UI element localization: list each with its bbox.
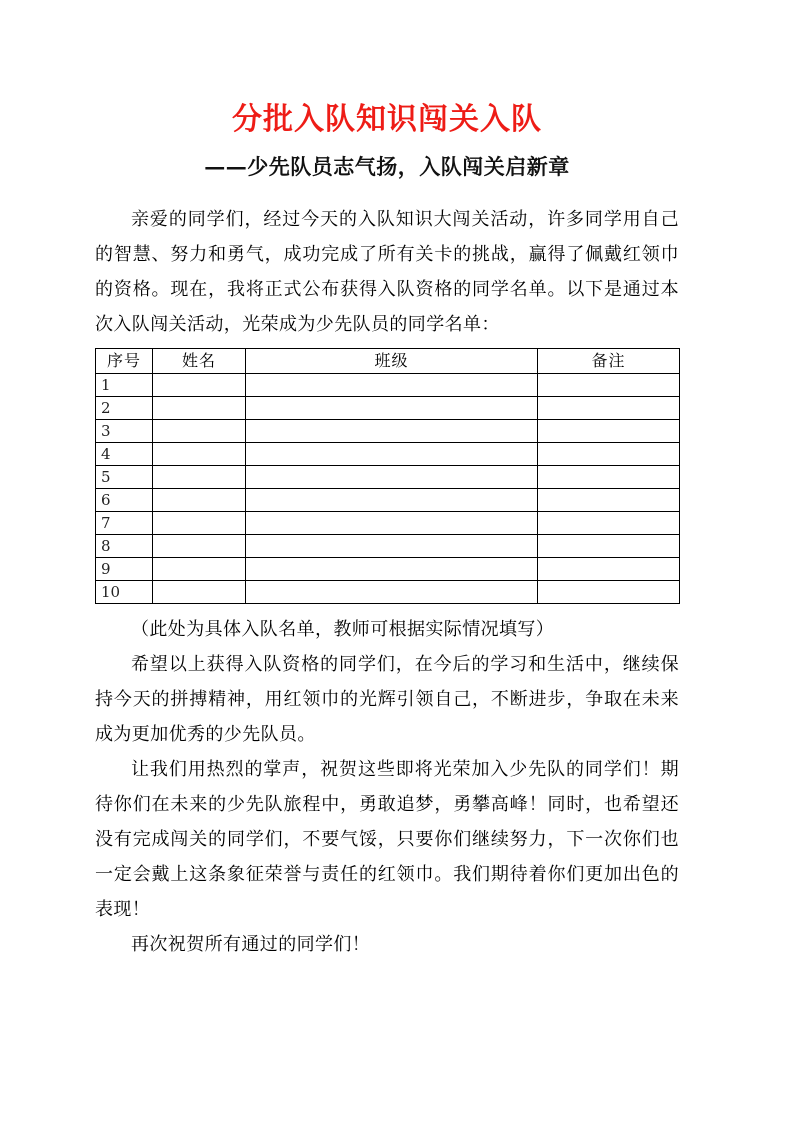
- cell-note[interactable]: [538, 466, 680, 489]
- cell-class[interactable]: [246, 512, 538, 535]
- cell-index: 7: [96, 512, 153, 535]
- column-header-index: 序号: [96, 349, 153, 374]
- cell-index: 3: [96, 420, 153, 443]
- table-row: [96, 466, 680, 489]
- cell-note[interactable]: [538, 512, 680, 535]
- roster-table-container: [95, 348, 679, 604]
- cell-name[interactable]: [153, 535, 246, 558]
- cell-class[interactable]: [246, 558, 538, 581]
- cell-class[interactable]: [246, 466, 538, 489]
- cell-index: 2: [96, 397, 153, 420]
- cell-index: 6: [96, 489, 153, 512]
- cell-index: 4: [96, 443, 153, 466]
- cell-name[interactable]: [153, 397, 246, 420]
- column-header-class: 班级: [246, 349, 538, 374]
- table-row: [96, 374, 680, 397]
- table-head: [96, 349, 680, 374]
- table-row: [96, 420, 680, 443]
- cell-class[interactable]: [246, 535, 538, 558]
- cell-name[interactable]: [153, 420, 246, 443]
- cell-name[interactable]: [153, 374, 246, 397]
- cell-class[interactable]: [246, 581, 538, 604]
- cell-class[interactable]: [246, 397, 538, 420]
- cell-index: 5: [96, 466, 153, 489]
- cell-name[interactable]: [153, 443, 246, 466]
- cell-name[interactable]: [153, 512, 246, 535]
- closing-paragraph-3: 再次祝贺所有通过的同学们！: [131, 934, 371, 955]
- cell-index: 9: [96, 558, 153, 581]
- cell-name[interactable]: [153, 466, 246, 489]
- cell-name[interactable]: [153, 489, 246, 512]
- table-row: [96, 489, 680, 512]
- page-subtitle: ——少先队员志气扬，入队闯关启新章: [204, 154, 570, 179]
- intro-section: [95, 202, 679, 342]
- table-row: [96, 512, 680, 535]
- cell-class[interactable]: [246, 443, 538, 466]
- column-header-note: 备注: [538, 349, 680, 374]
- cell-class[interactable]: [246, 420, 538, 443]
- cell-name[interactable]: [153, 558, 246, 581]
- table-row: [96, 443, 680, 466]
- table-row: [96, 581, 680, 604]
- cell-class[interactable]: [246, 374, 538, 397]
- cell-note[interactable]: [538, 489, 680, 512]
- closing-paragraph-1: 希望以上获得入队资格的同学们，在今后的学习和生活中，继续保持今天的拼搏精神，用红领巾的光辉引领自己，不断进步，争取在未来成为更加优秀的少先队员。: [95, 654, 679, 745]
- cell-index: 1: [96, 374, 153, 397]
- cell-note[interactable]: [538, 443, 680, 466]
- cell-note[interactable]: [538, 374, 680, 397]
- cell-note[interactable]: [538, 420, 680, 443]
- document-content: [95, 0, 679, 962]
- table-row: [96, 535, 680, 558]
- table-note: （此处为具体入队名单，教师可根据实际情况填写）: [131, 619, 555, 640]
- cell-note[interactable]: [538, 397, 680, 420]
- cell-note[interactable]: [538, 535, 680, 558]
- table-row: [96, 558, 680, 581]
- table-body: [96, 374, 680, 604]
- closing-paragraph-2: 让我们用热烈的掌声，祝贺这些即将光荣加入少先队的同学们！期待你们在未来的少先队旅程中，勇敢追梦，勇攀高峰！同时，也希望还没有完成闯关的同学们，不要气馁，只要你们继续努力，下一次你们也一定会戴上这条象征荣誉与责任的红领巾。我们期待着你们更加出色的表现！: [95, 759, 679, 920]
- table-row: [96, 397, 680, 420]
- page-title: 分批入队知识闯关入队: [232, 102, 542, 137]
- column-header-name: 姓名: [153, 349, 246, 374]
- cell-index: 8: [96, 535, 153, 558]
- cell-note[interactable]: [538, 558, 680, 581]
- cell-note[interactable]: [538, 581, 680, 604]
- cell-class[interactable]: [246, 489, 538, 512]
- intro-paragraph: 亲爱的同学们，经过今天的入队知识大闯关活动，许多同学用自己的智慧、努力和勇气，成功完成了所有关卡的挑战，赢得了佩戴红领巾的资格。现在，我将正式公布获得入队资格的同学名单。以下是通过本次入队闯关活动，光荣成为少先队员的同学名单：: [95, 209, 679, 335]
- cell-index: 10: [96, 581, 153, 604]
- cell-name[interactable]: [153, 581, 246, 604]
- roster-table: [95, 348, 680, 604]
- table-header-row: [96, 349, 680, 374]
